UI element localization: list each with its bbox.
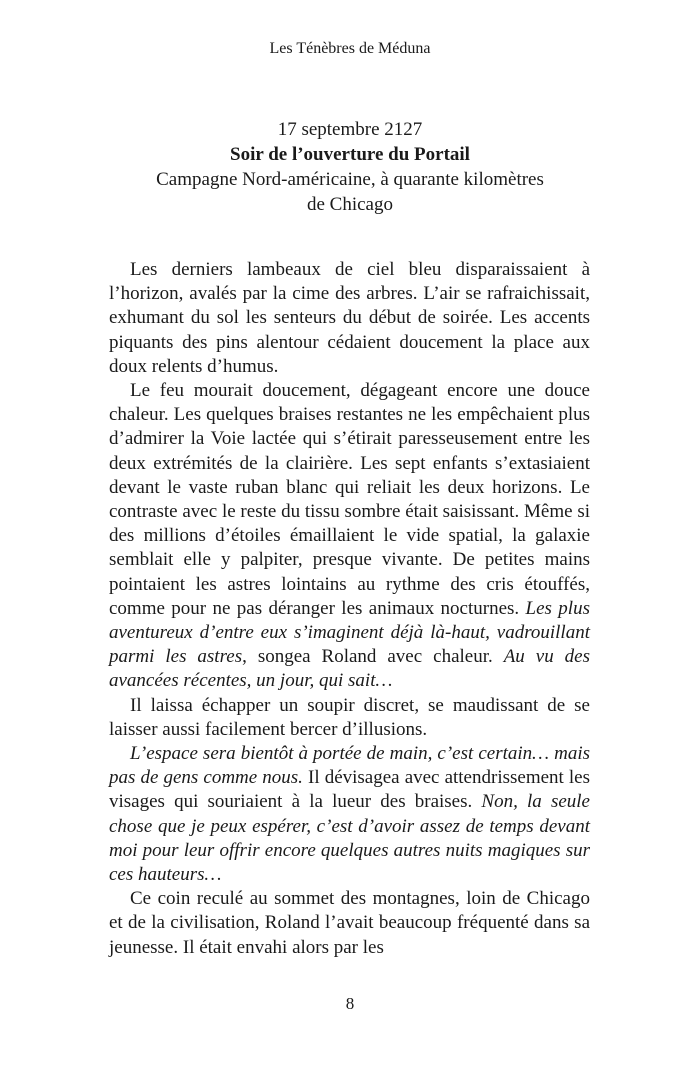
chapter-location-line1: Campagne Nord-américaine, à quarante kilomètres [156, 169, 544, 190]
paragraph-2-italic-a: Les plus aventureux d’entre eux s’imaginent déjà là-haut, vadrouillant parmi les astres [109, 597, 590, 668]
paragraph-1: Les derniers lambeaux de ciel bleu disparaissaient à l’horizon, avalés par la cime des arbres. L’air se rafraichissait, exhumant du sol les senteurs du début de soirée. Les accents piquants des pins alentour cédaient doucement la place aux doux relents d’humus. [109, 259, 590, 377]
paragraph-4-italic-a: L’espace sera bientôt à portée de main, c’est certain… mais pas de gens comme nous. [109, 743, 590, 789]
paragraph-3: Il laissa échapper un soupir discret, se maudissant de se laisser aussi facilement bercer d’illusions. [109, 694, 590, 740]
chapter-heading [100, 117, 600, 217]
paragraph-4-text-a: Il dévisagea avec attendrissement les visages qui souriaient à la lueur des braises. [109, 767, 590, 813]
paragraph-4 [109, 742, 590, 887]
paragraph-2-italic-b: Au vu des avancées récentes, un jour, qui sait… [109, 646, 590, 692]
paragraph-4-italic-b: Non, la seule chose que je peux espérer, c’est d’avoir assez de temps devant moi pour leur offrir encore quelques autres nuits magiques sur ces hauteurs… [109, 791, 590, 886]
paragraph-2-text-a: Le feu mourait doucement, dégageant encore une douce chaleur. Les quelques braises restantes ne les empêchaient plus d’admirer la Voie lactée qui s’étirait paresseusement entre les deux extrémités de la clairière. Les sept enfants s’extasiaient devant le vaste ruban blanc qui reliait les deux horizons. Le contraste avec le reste du tissu sombre était saisissant. Même si des millions d’étoiles émaillaient le vide spatial, la galaxie semblait elle y palpiter, presque vivante. De petites mains pointaient les astres lointains au rythme des cris étouffés, comme pour ne pas déranger les animaux nocturnes. [109, 380, 590, 619]
paragraph-2-text-b: , songea Roland avec chaleur. [242, 646, 504, 668]
chapter-title: Soir de l’ouverture du Portail [230, 144, 470, 165]
chapter-location-line2: de Chicago [306, 194, 393, 215]
page-number: 8 [345, 994, 355, 1013]
running-head: Les Ténèbres de Méduna [269, 40, 431, 57]
chapter-date: 17 septembre 2127 [277, 119, 423, 140]
paragraph-5: Ce coin reculé au sommet des montagnes, loin de Chicago et de la civilisation, Roland l’avait beaucoup fréquenté dans sa jeunesse. Il était envahi alors par les [109, 888, 590, 958]
body-text [109, 258, 590, 960]
paragraph-2 [109, 379, 590, 694]
